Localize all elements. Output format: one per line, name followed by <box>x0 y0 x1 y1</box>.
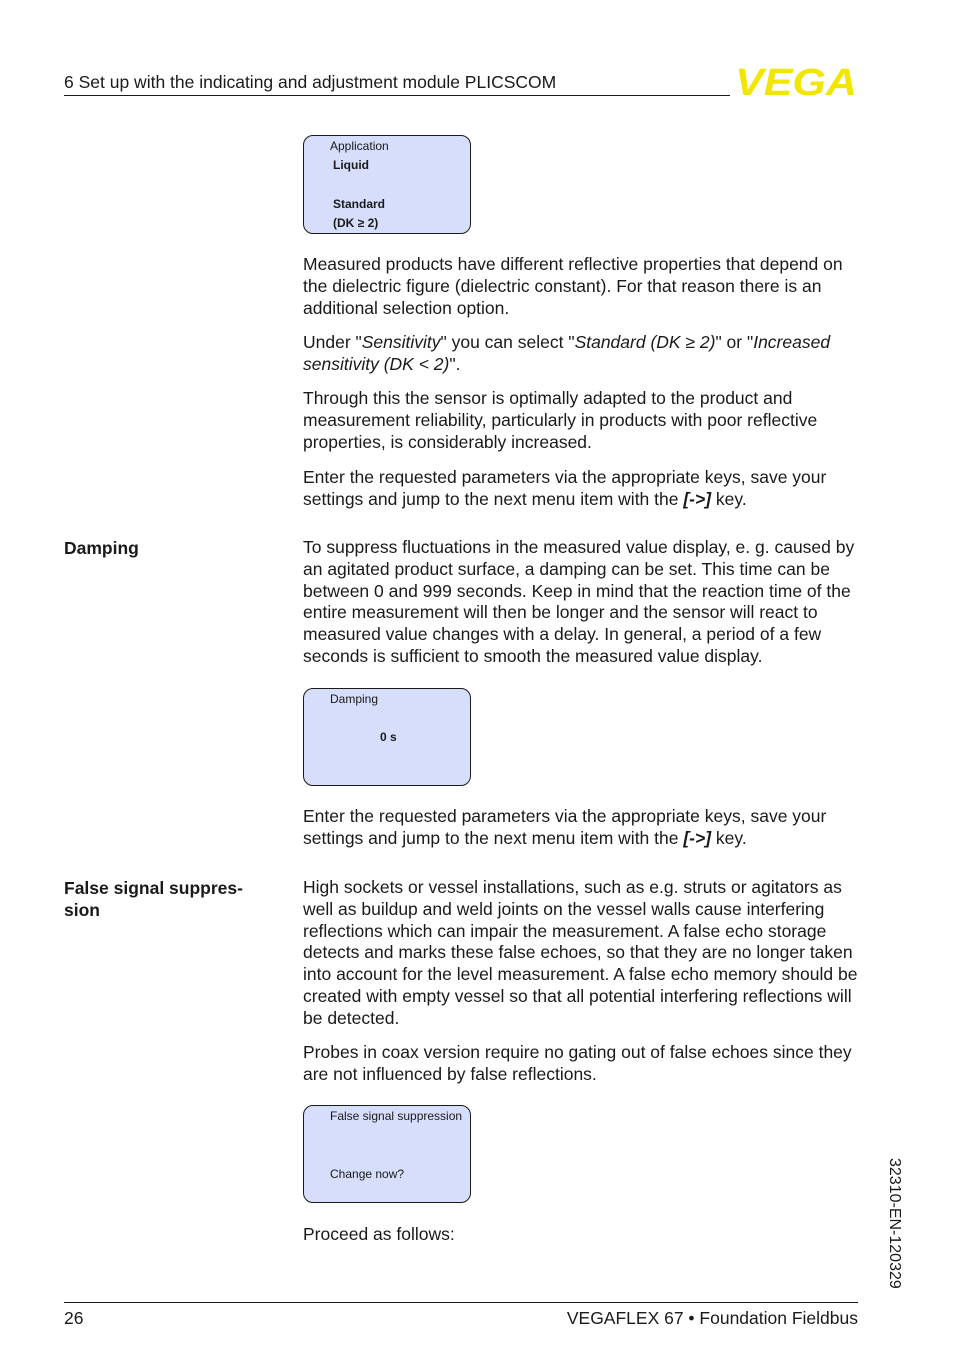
p4-key: [->] <box>683 488 712 509</box>
p5-a: Enter the requested parameters via the appropriate keys, save your settings and jump to the next menu item with the <box>303 806 827 848</box>
lcd-damping-title: Damping <box>330 692 379 706</box>
lcd-application-line1: Liquid <box>333 158 369 172</box>
p5-b: key. <box>711 827 747 848</box>
p4-b: key. <box>711 488 747 509</box>
p2-c: " you can select " <box>440 332 575 352</box>
lcd-application <box>303 135 471 234</box>
lcd-false-signal-title: False signal suppression <box>330 1109 463 1123</box>
side-label-false-signal-line1: False signal suppres- <box>64 878 243 898</box>
p2-increased: Increased sensitivity (DK < 2) <box>303 332 831 374</box>
paragraph-optimally-adapted: Through this the sensor is optimally adapted to the product and measurement reliability, particularly in products with poor reflective properties, is considerably increased. <box>303 388 818 452</box>
paragraph-damping: To suppress fluctuations in the measured value display, e. g. caused by an agitated product surface, a damping can be set. This time can be between 0 and 999 seconds. Keep in mind that the reaction time of the entire measurement will then be longer and the sensor will react to measured value changes with a delay. In general, a period of a few seconds is sufficient to smooth the measured value display. <box>303 537 855 666</box>
lcd-damping-value: 0 s <box>380 730 397 744</box>
p4-a: Enter the requested parameters via the appropriate keys, save your settings and jump to the next menu item with the <box>303 467 827 509</box>
document-number: 32310-EN-120329 <box>886 1158 903 1289</box>
lcd-application-title: Application <box>330 139 389 153</box>
p2-standard: Standard (DK ≥ 2) <box>574 332 716 352</box>
header-rule <box>64 95 730 96</box>
side-label-damping: Damping <box>64 538 139 558</box>
p2-e: " or " <box>715 332 754 352</box>
paragraph-proceed: Proceed as follows: <box>303 1224 455 1244</box>
lcd-application-line3: (DK ≥ 2) <box>333 216 379 230</box>
paragraph-coax: Probes in coax version require no gating out of false echoes since they are not influenced by false reflections. <box>303 1042 852 1084</box>
paragraph-enter-parameters-1 <box>303 467 863 511</box>
p2-sensitivity: Sensitivity <box>361 332 441 352</box>
paragraph-reflective-properties: Measured products have different reflective properties that depend on the dielectric figure (dielectric constant). For that reason there is an additional selection option. <box>303 254 843 318</box>
paragraph-enter-parameters-2 <box>303 806 863 850</box>
side-label-false-signal <box>64 877 274 921</box>
lcd-false-signal-prompt: Change now? <box>330 1167 405 1181</box>
paragraph-false-signal: High sockets or vessel installations, such as e.g. struts or agitators as well as buildup and weld joints on the vessel walls cause interfering reflections which can impair the measurement. A false echo storage detects and marks these false echoes, so that they are no longer taken into account for the level measurement. A false echo memory should be created with empty vessel so that all potential interfering reflections will be detected. <box>303 877 858 1028</box>
footer-rule <box>64 1302 858 1303</box>
p2-g: ". <box>449 353 461 374</box>
side-label-false-signal-line2: sion <box>64 900 100 920</box>
p5-key: [->] <box>683 827 712 848</box>
lcd-damping <box>303 688 471 786</box>
vega-logo <box>734 64 858 98</box>
lcd-false-signal <box>303 1105 471 1203</box>
p2-a: Under " <box>303 332 362 352</box>
paragraph-sensitivity <box>303 332 863 376</box>
footer-product: VEGAFLEX 67 • Foundation Fieldbus <box>566 1308 858 1328</box>
page-header-title: 6 Set up with the indicating and adjustment module PLICSCOM <box>64 72 557 92</box>
lcd-application-line2: Standard <box>333 197 386 211</box>
page-number: 26 <box>64 1308 84 1328</box>
vega-logo-text: VEGA <box>735 64 857 98</box>
